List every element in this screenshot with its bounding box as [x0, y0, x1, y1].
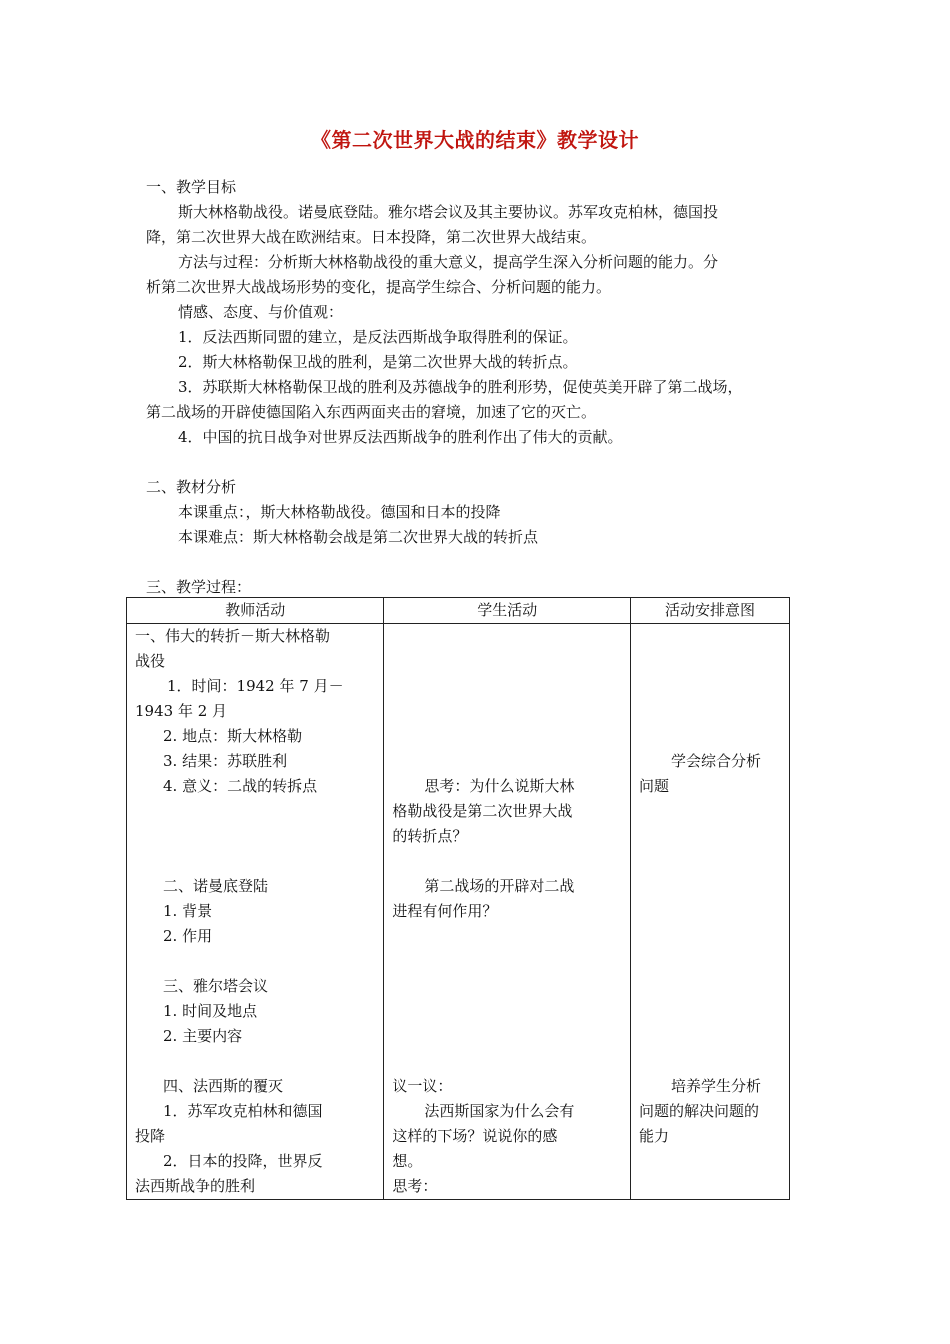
activity-intent-cell: [631, 624, 790, 1200]
student-activity-cell: [384, 624, 631, 1200]
stalingrad-time: 1．时间：1942 年 7 月－: [167, 677, 344, 695]
normandy-heading: 二、诺曼底登陆: [163, 877, 269, 895]
stalingrad-place: 2. 地点：斯大林格勒: [163, 727, 303, 745]
objective-method-line1: 方法与过程：分析斯大林格勒战役的重大意义，提高学生深入分析问题的能力。分: [178, 253, 719, 271]
teaching-process-table: [126, 597, 790, 1200]
objective-method-line2: 析第二次世界大战战场形势的变化，提高学生综合、分析问题的能力。: [146, 278, 612, 296]
japan-surrender-cont: 法西斯战争的胜利: [135, 1177, 256, 1195]
berlin-surrender-cont: 投降: [135, 1127, 166, 1145]
yalta-content: 2. 主要内容: [163, 1027, 243, 1045]
stalingrad-time-cont: 1943 年 2 月: [135, 702, 228, 720]
lesson-difficulty: 本课难点：斯大林格勒会战是第二次世界大战的转折点: [178, 528, 539, 546]
intent-problem-solving-end: 能力: [639, 1127, 670, 1145]
stalingrad-heading-cont: 战役: [135, 652, 166, 670]
yalta-heading: 三、雅尔塔会议: [163, 977, 269, 995]
intent-problem-solving-cont: 问题的解决问题的: [639, 1102, 760, 1120]
intent-analysis-cont: 问题: [639, 777, 670, 795]
yalta-time-place: 1. 时间及地点: [163, 1002, 258, 1020]
table-header-row: [127, 598, 790, 624]
header-activity-intent: 活动安排意图: [631, 598, 790, 624]
objective-item-3-line2: 第二战场的开辟使德国陷入东西两面夹击的窘境，加速了它的灭亡。: [146, 403, 597, 421]
header-teacher-activity: 教师活动: [127, 598, 384, 624]
table-row: [127, 624, 790, 1200]
objective-knowledge-line2: 降，第二次世界大战在欧洲结束。日本投降，第二次世界大战结束。: [146, 228, 597, 246]
section3-heading: 三、教学过程：: [146, 578, 252, 596]
objective-item-3-line1: 3．苏联斯大林格勒保卫战的胜利及苏德战争的胜利形势，促使英美开辟了第二战场，: [178, 378, 743, 396]
intent-analysis: 学会综合分析: [671, 752, 762, 770]
intent-problem-solving: 培养学生分析: [671, 1077, 762, 1095]
question-second-front-cont: 进程有何作用？: [392, 902, 498, 920]
normandy-effect: 2. 作用: [163, 927, 213, 945]
think-label: 思考：: [392, 1177, 438, 1195]
section2-heading: 二、教材分析: [146, 478, 237, 496]
berlin-surrender: 1．苏军攻克柏林和德国: [163, 1102, 323, 1120]
objective-item-4: 4．中国的抗日战争对世界反法西斯战争的胜利作出了伟大的贡献。: [178, 428, 623, 446]
header-student-activity: 学生活动: [384, 598, 631, 624]
section1-heading: 一、教学目标: [146, 178, 237, 196]
japan-surrender: 2．日本的投降，世界反: [163, 1152, 323, 1170]
discussion-question: 法西斯国家为什么会有: [424, 1102, 575, 1120]
question-second-front: 第二战场的开辟对二战: [424, 877, 575, 895]
teacher-activity-cell: [127, 624, 384, 1200]
lesson-key-point: 本课重点：，斯大林格勒战役。德国和日本的投降: [178, 503, 501, 521]
stalingrad-heading: 一、伟大的转折－斯大林格勒: [135, 627, 331, 645]
question-stalingrad-cont: 格勒战役是第二次世界大战: [392, 802, 573, 820]
normandy-background: 1. 背景: [163, 902, 213, 920]
discussion-question-end: 想。: [392, 1152, 423, 1170]
question-stalingrad: 思考：为什么说斯大林: [424, 777, 575, 795]
discussion-question-cont: 这样的下场？说说你的感: [392, 1127, 558, 1145]
objective-item-2: 2．斯大林格勒保卫战的胜利，是第二次世界大战的转折点。: [178, 353, 578, 371]
objective-item-1: 1．反法西斯同盟的建立，是反法西斯战争取得胜利的保证。: [178, 328, 578, 346]
discussion-label: 议一议：: [392, 1077, 453, 1095]
fascism-fall-heading: 四、法西斯的覆灭: [163, 1077, 284, 1095]
page-title: 《第二次世界大战的结束》教学设计: [311, 128, 639, 152]
objective-values-label: 情感、态度、与价值观：: [178, 303, 344, 321]
stalingrad-result: 3. 结果：苏联胜利: [163, 752, 288, 770]
objective-knowledge-line1: 斯大林格勒战役。诺曼底登陆。雅尔塔会议及其主要协议。苏军攻克柏林，德国投: [178, 203, 719, 221]
stalingrad-significance: 4. 意义：二战的转拆点: [163, 777, 318, 795]
question-stalingrad-end: 的转折点？: [392, 827, 468, 845]
